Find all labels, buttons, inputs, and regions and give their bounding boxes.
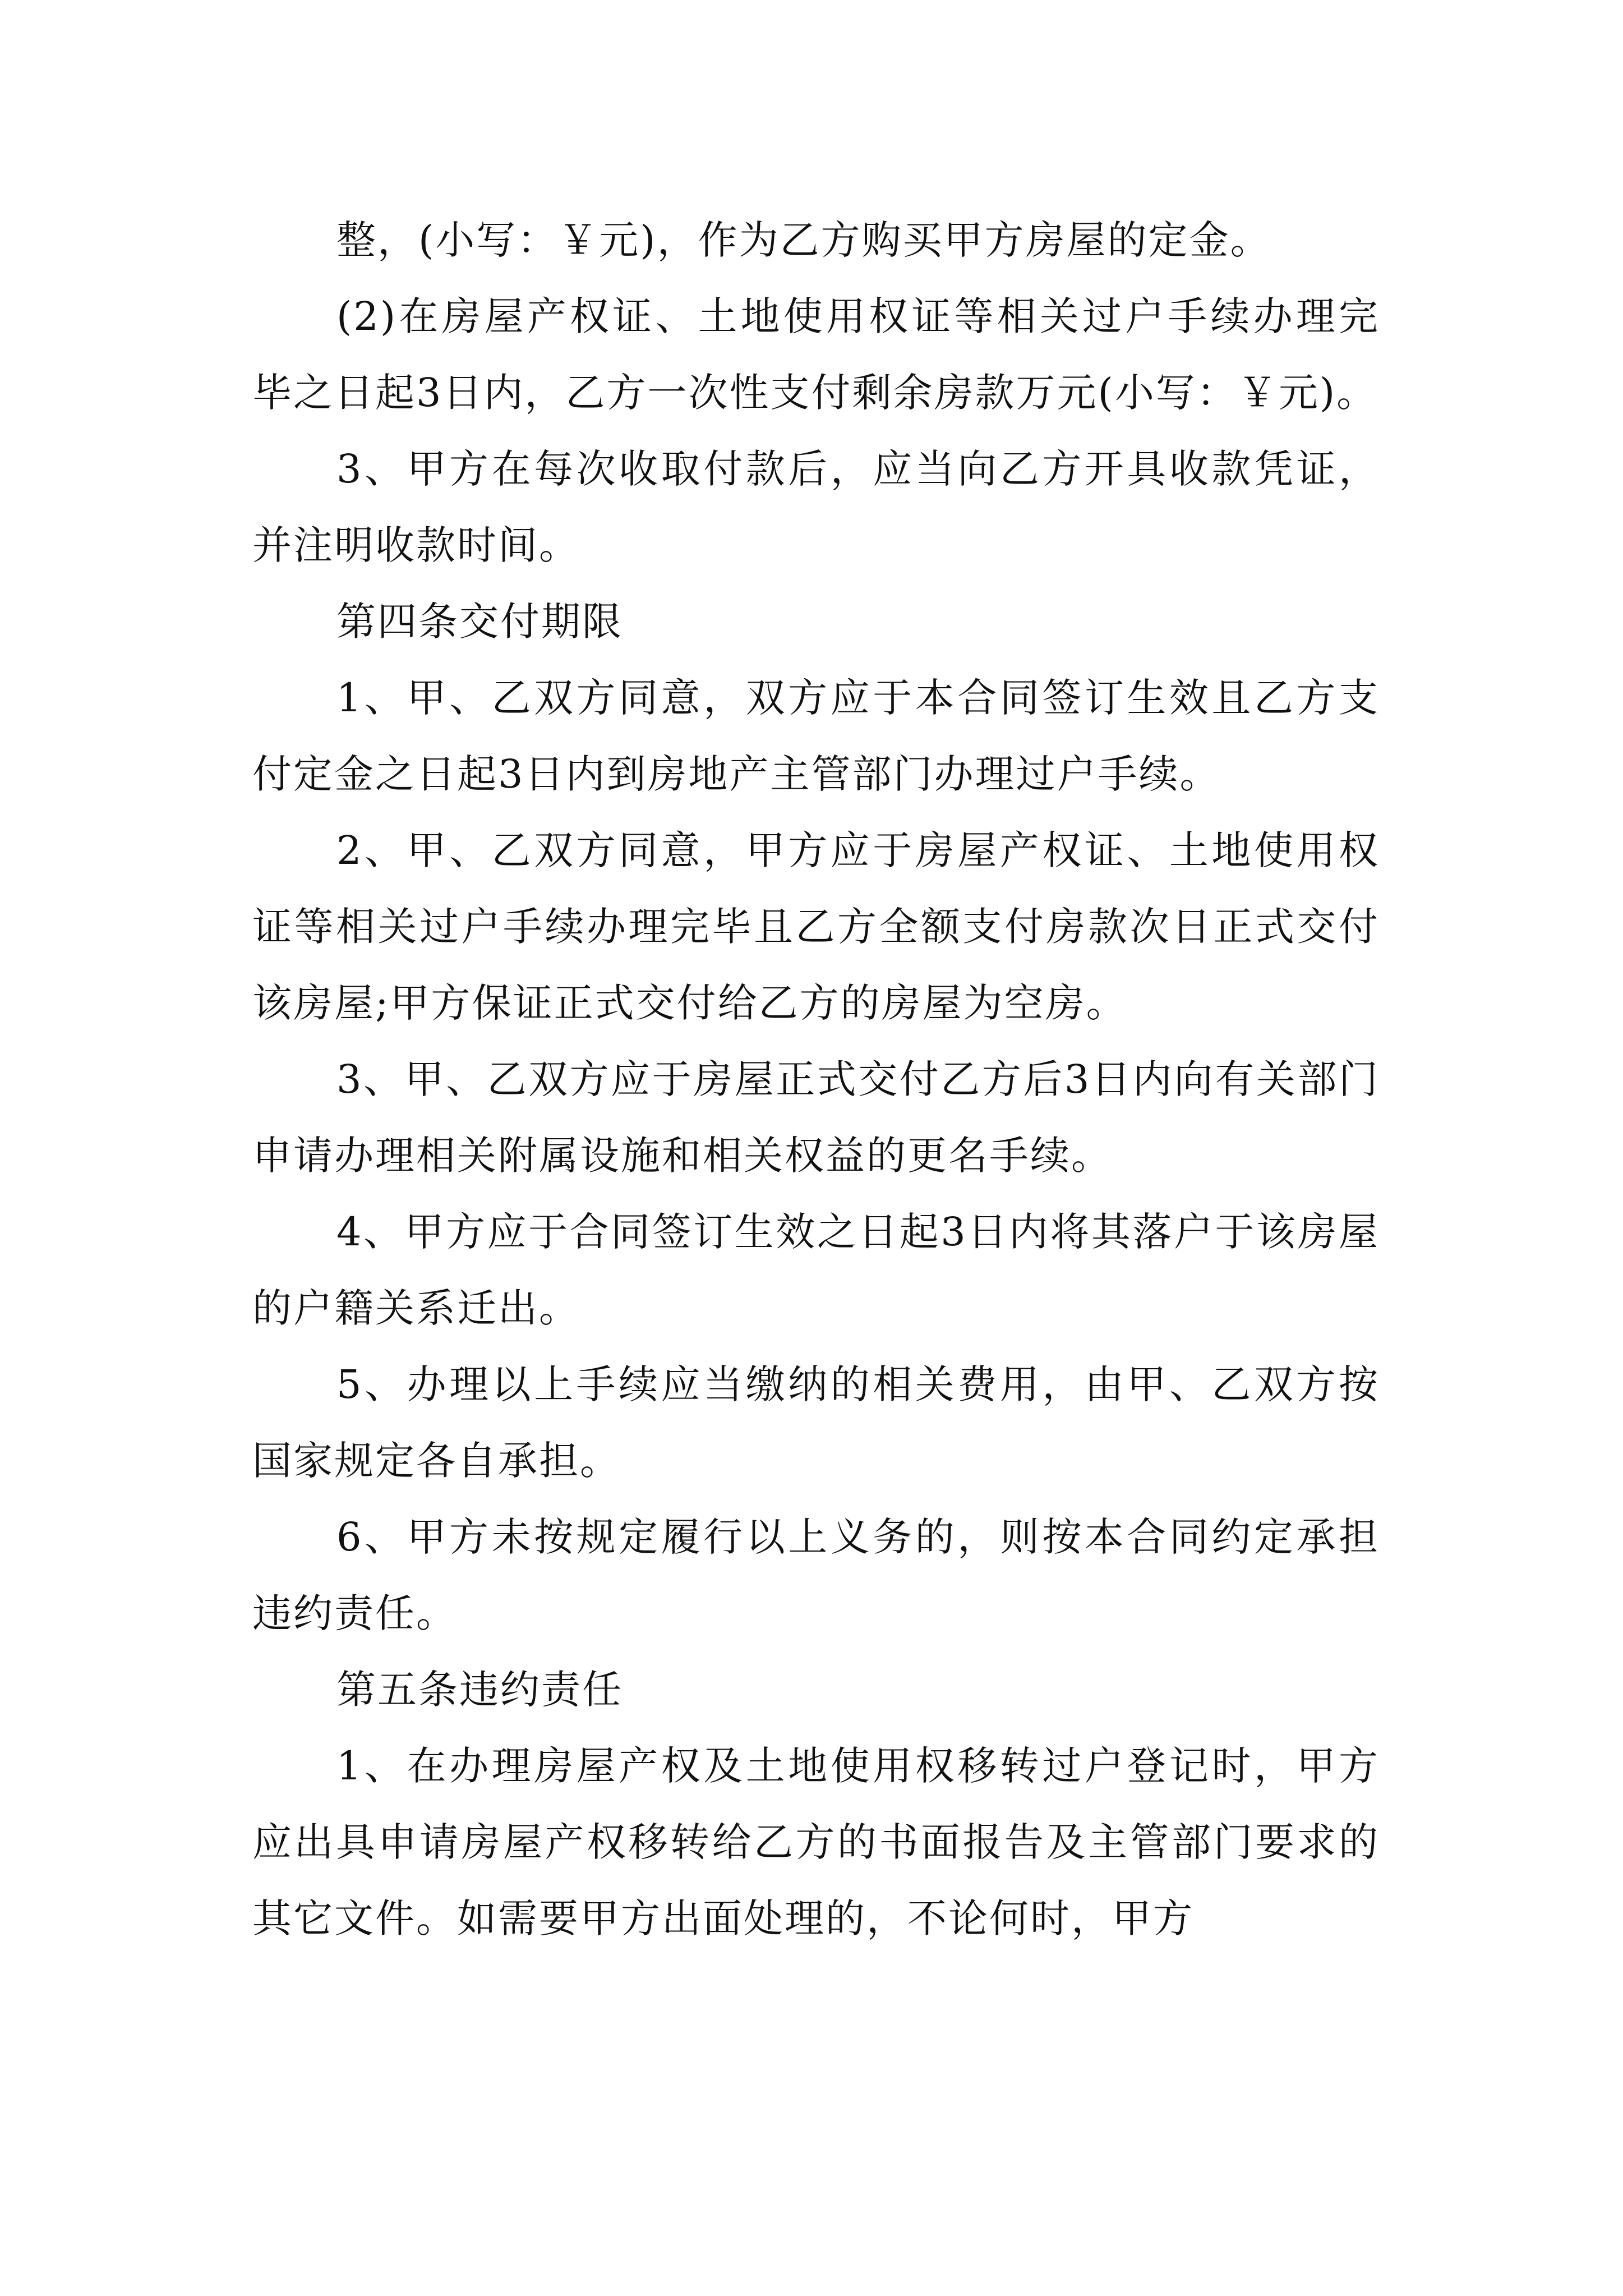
paragraph-rename-procedure: 3、甲、乙双方应于房屋正式交付乙方后3日内向有关部门申请办理相关附属设施和相关权益的更名手续。 bbox=[252, 1056, 1380, 1179]
paragraph-receipt: 3、甲方在每次收取付款后，应当向乙方开具收款凭证，并注明收款时间。 bbox=[252, 446, 1380, 568]
paragraph-obligation-breach: 6、甲方未按规定履行以上义务的，则按本合同约定承担违约责任。 bbox=[252, 1514, 1380, 1636]
paragraph-title-transfer: 1、在办理房屋产权及土地使用权移转过户登记时，甲方应出具申请房屋产权移转给乙方的书面报告及主管部门要求的其它文件。如需要甲方出面处理的，不论何时，甲方 bbox=[252, 1743, 1380, 1941]
paragraph-deposit-amount: 整，(小写：￥元)，作为乙方购买甲方房屋的定金。 bbox=[336, 217, 1271, 263]
paragraph-formal-delivery: 2、甲、乙双方同意，甲方应于房屋产权证、土地使用权证等相关过户手续办理完毕且乙方全额支付房款次日正式交付该房屋;甲方保证正式交付给乙方的房屋为空房。 bbox=[252, 827, 1380, 1026]
paragraph-transfer-procedure: 1、甲、乙双方同意，双方应于本合同签订生效且乙方支付定金之日起3日内到房地产主管部门办理过户手续。 bbox=[252, 675, 1380, 797]
section-heading-liability: 第五条违约责任 bbox=[336, 1667, 623, 1713]
section-heading-delivery: 第四条交付期限 bbox=[336, 599, 623, 645]
paragraph-remaining-payment: (2)在房屋产权证、土地使用权证等相关过户手续办理完毕之日起3日内，乙方一次性支付剩余房款万元(小写：￥元)。 bbox=[252, 293, 1380, 416]
document-body bbox=[252, 202, 1380, 1957]
paragraph-fees: 5、办理以上手续应当缴纳的相关费用，由甲、乙双方按国家规定各自承担。 bbox=[252, 1361, 1380, 1484]
paragraph-household-registration: 4、甲方应于合同签订生效之日起3日内将其落户于该房屋的户籍关系迁出。 bbox=[252, 1209, 1380, 1331]
